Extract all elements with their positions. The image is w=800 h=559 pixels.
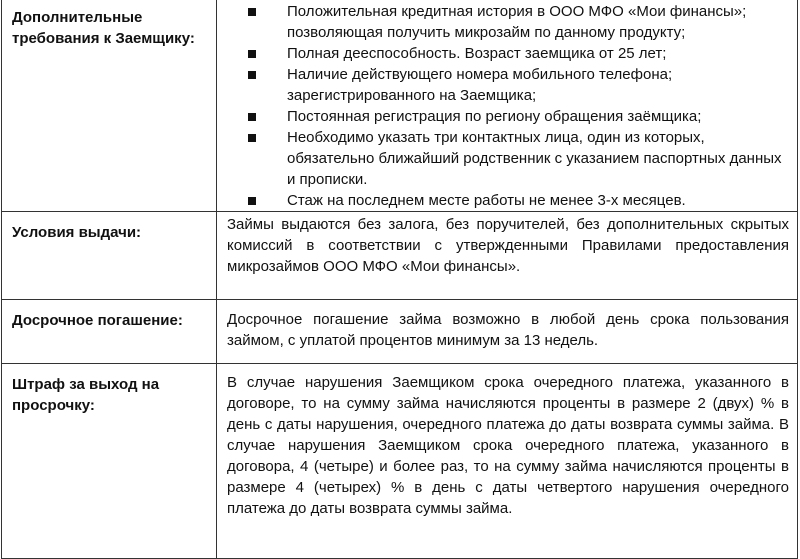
- early-repayment-row: [2, 300, 798, 364]
- requirements-list: [227, 0, 789, 211]
- square-bullet-icon: [248, 197, 256, 205]
- requirement-item: [227, 127, 789, 190]
- requirement-item: [227, 106, 789, 127]
- conditions-row: [2, 212, 798, 300]
- square-bullet-icon: [248, 71, 256, 79]
- penalty-row: [2, 364, 798, 559]
- loan-terms-table: [1, 0, 798, 559]
- requirements-label-line1: Дополнительные: [12, 9, 143, 26]
- requirements-row: [2, 0, 798, 212]
- square-bullet-icon: [248, 113, 256, 121]
- requirement-text: Положительная кредитная история в ООО МФО «Мои финансы»; позволяющая получить микрозайм по данному продукту;: [287, 3, 747, 41]
- square-bullet-icon: [248, 134, 256, 142]
- penalty-value-cell: [217, 364, 798, 559]
- requirement-text: Наличие действующего номера мобильного телефона; зарегистрированного на Заемщика;: [287, 66, 673, 104]
- penalty-label-line1: Штраф за выход на: [12, 376, 160, 393]
- conditions-text: Займы выдаются без залога, без поручителей, без дополнительных скрытых комиссий в соответствии с утвержденными Правилами предоставления микрозаймов ООО МФО «Мои финансы».: [227, 216, 789, 275]
- requirement-item: [227, 1, 789, 43]
- square-bullet-icon: [248, 8, 256, 16]
- early-repayment-text: Досрочное погашение займа возможно в любой день срока пользования займом, с уплатой процентов минимум за 13 недель.: [227, 311, 789, 349]
- requirements-label-cell: [2, 0, 217, 212]
- conditions-label: Условия выдачи:: [12, 224, 142, 241]
- requirement-item: [227, 190, 789, 211]
- requirement-text: Постоянная регистрация по региону обращения заёмщика;: [287, 108, 702, 125]
- requirements-label-line2: требования к Заемщику:: [12, 30, 195, 47]
- conditions-label-cell: [2, 212, 217, 300]
- early-repayment-value-cell: [217, 300, 798, 364]
- early-repayment-label: Досрочное погашение:: [12, 312, 183, 329]
- requirements-value-cell: [217, 0, 798, 212]
- requirement-text: Необходимо указать три контактных лица, один из которых, обязательно ближайший родственник с указанием паспортных данных и прописки.: [287, 129, 782, 188]
- requirement-item: [227, 64, 789, 106]
- early-repayment-label-cell: [2, 300, 217, 364]
- requirement-text: Стаж на последнем месте работы не менее 3-х месяцев.: [287, 192, 686, 209]
- requirement-text: Полная дееспособность. Возраст заемщика от 25 лет;: [287, 45, 667, 62]
- penalty-label-line2: просрочку:: [12, 397, 95, 414]
- penalty-label-cell: [2, 364, 217, 559]
- requirement-item: [227, 43, 789, 64]
- penalty-text: В случае нарушения Заемщиком срока очередного платежа, указанного в договоре, то на сумму займа начисляются проценты в размере 2 (двух) % в день с даты нарушения, очередного платежа до даты возврата суммы займа. В случае нарушения Заемщиком срока очередного платежа, указанного в договора, 4 (четыре) и более раз, то на сумму займа начисляются проценты в размере 4 (четырех) % в день с даты четвертого нарушения очередного платежа до даты возврата суммы займа.: [227, 374, 789, 517]
- square-bullet-icon: [248, 50, 256, 58]
- conditions-value-cell: [217, 212, 798, 300]
